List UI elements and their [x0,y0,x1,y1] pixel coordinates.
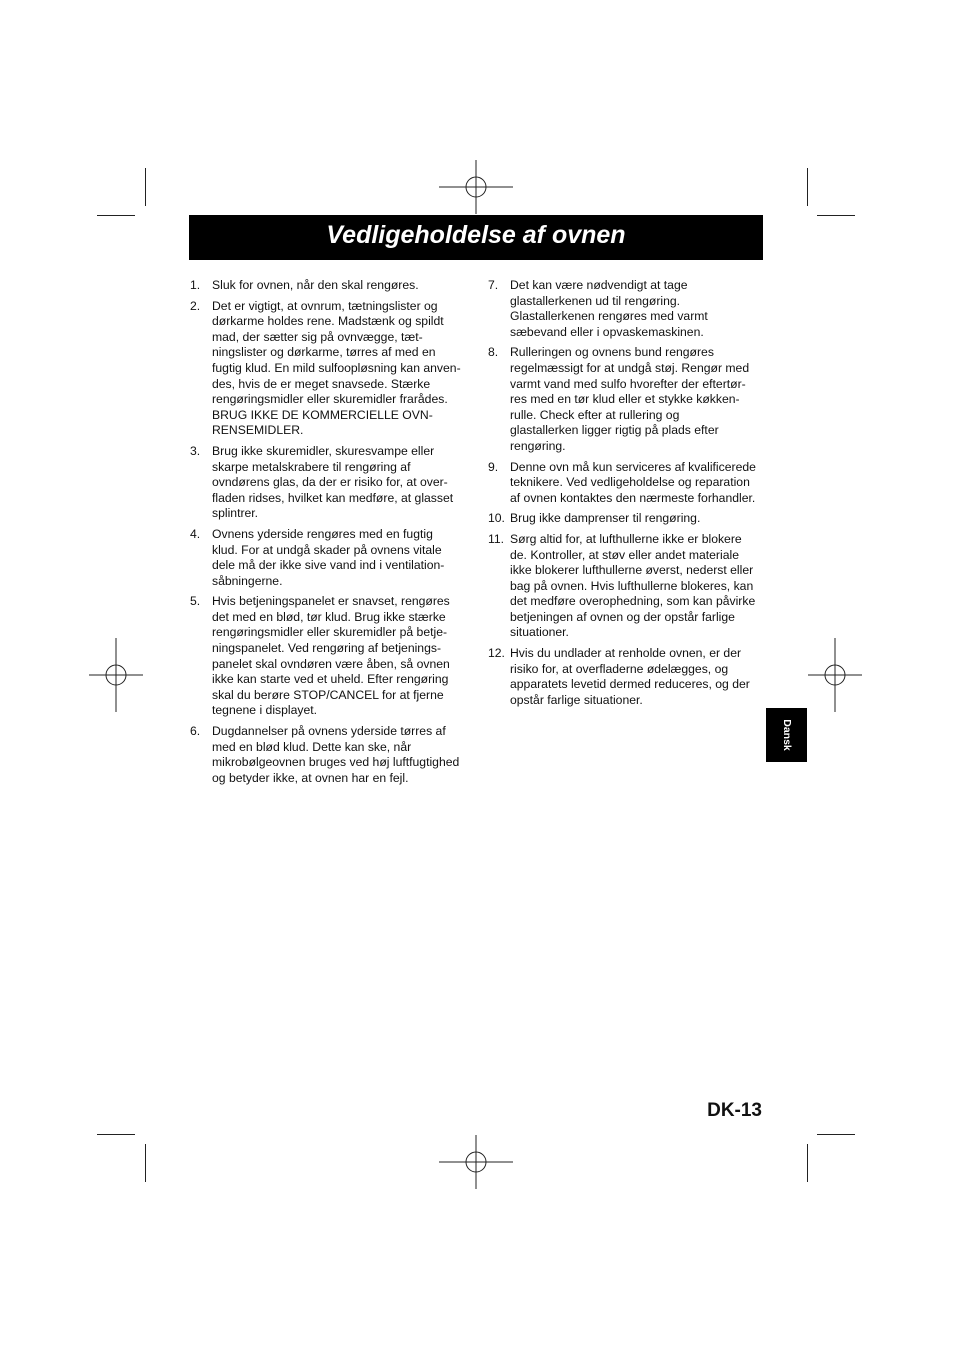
crop-mark [807,168,808,206]
title-bar [189,215,763,260]
crop-mark [145,168,146,206]
registration-mark-bottom [439,1125,513,1199]
list-item: 2. Det er vigtigt, at ovnrum, tætningslister og dørkarme holdes rene. Madstænk og spildt mad, der sætter sig på ovnvægge, tæt- ningslister og dørkarme, tørres af med en fugtig klud. En mild sulfoopløsning kan anven- des, hvis de er meget snavsede. Stærke rengøringsmidler eller skuremidler frarådes. BRUG IKKE DE KOMMERCIELLE OVN- RENSEMIDLER. [190,298,461,438]
list-item: 8. Rulleringen og ovnens bund rengøres regelmæssigt for at undgå støj. Rengør med varmt vand med sulfo hvorefter der eftertør- res med en tør klud eller et stykke køkken- rulle. Check efter at rullering og glastallerken ligger rigtig på plads efter rengøring. [488,345,750,453]
crop-mark [97,215,135,216]
crop-mark [817,215,855,216]
instruction-list-left [190,278,475,786]
registration-mark-left [79,638,153,712]
page-number: DK-13 [707,1100,762,1121]
left-column [190,278,475,791]
right-column [488,278,772,713]
list-item: 1. Sluk for ovnen, når den skal rengøres. [190,278,419,292]
crop-mark [807,1144,808,1182]
registration-mark-right [798,638,872,712]
language-tab [766,708,807,762]
page-title: Vedligeholdelse af ovnen [326,221,626,249]
language-tab-label: Dansk [780,719,793,751]
list-item: 10. Brug ikke damprenser til rengøring. [488,511,701,526]
list-item: 9. Denne ovn må kun serviceres af kvalificerede teknikere. Ved vedligeholdelse og reparation af ovnen kontaktes den nærmeste forhandler. [488,459,756,505]
list-item: 5. Hvis betjeningspanelet er snavset, rengøres det med en blød, tør klud. Brug ikke stærke rengøringsmidler eller skuremidler på betje- ningspanelet. Ved rengøring af betjenings- panelet skal ovndøren være åben, så ovnen ikke kan starte ved et uheld. Efter rengøring skal du berøre STOP/CANCEL for at fjerne tegnene i displayet. [190,594,450,718]
crop-mark [145,1144,146,1182]
list-item: 6. Dugdannelser på ovnens yderside tørres af med en blød klud. Dette kan ske, når mikrobølgeovnen bruges ved høj luftfugtighed og betyder ikke, at ovnen har en fejl. [190,724,460,785]
list-item: 7. Det kan være nødvendigt at tage glastallerkenen ud til rengøring. Glastallerkenen rengøres med varmt sæbevand eller i opvaskemaskinen. [488,278,708,339]
crop-mark [817,1134,855,1135]
list-item: 3. Brug ikke skuremidler, skuresvampe eller skarpe metalskrabere til rengøring af ovndørens glas, da der er risiko for, at over- fladen ridses, hvilket kan medføre, at glasset splintrer. [190,443,454,521]
list-item: 4. Ovnens yderside rengøres med en fugtig klud. For at undgå skader på ovnens vitale dele må der ikke sive vand ind i ventilation- såbningerne. [190,526,445,588]
crop-mark [97,1134,135,1135]
list-item: 11. Sørg altid for, at lufthullerne ikke er blokere de. Kontroller, at støv eller andet materiale ikke blokerer lufthullerne øverst, nederst eller bag på ovnen. Hvis lufthullerne blokeres, kan det medføre overophedning, som kan påvirke betjeningen af ovnen og der opstår farlige situationer. [488,531,756,640]
list-item: 12. Hvis du undlader at renholde ovnen, er der risiko for, at overfladerne ødelægges, og apparatets levetid dermed reduceres, og der opstår farlige situationer. [488,646,750,707]
instruction-list-right [488,278,772,708]
registration-mark-top [439,150,513,224]
